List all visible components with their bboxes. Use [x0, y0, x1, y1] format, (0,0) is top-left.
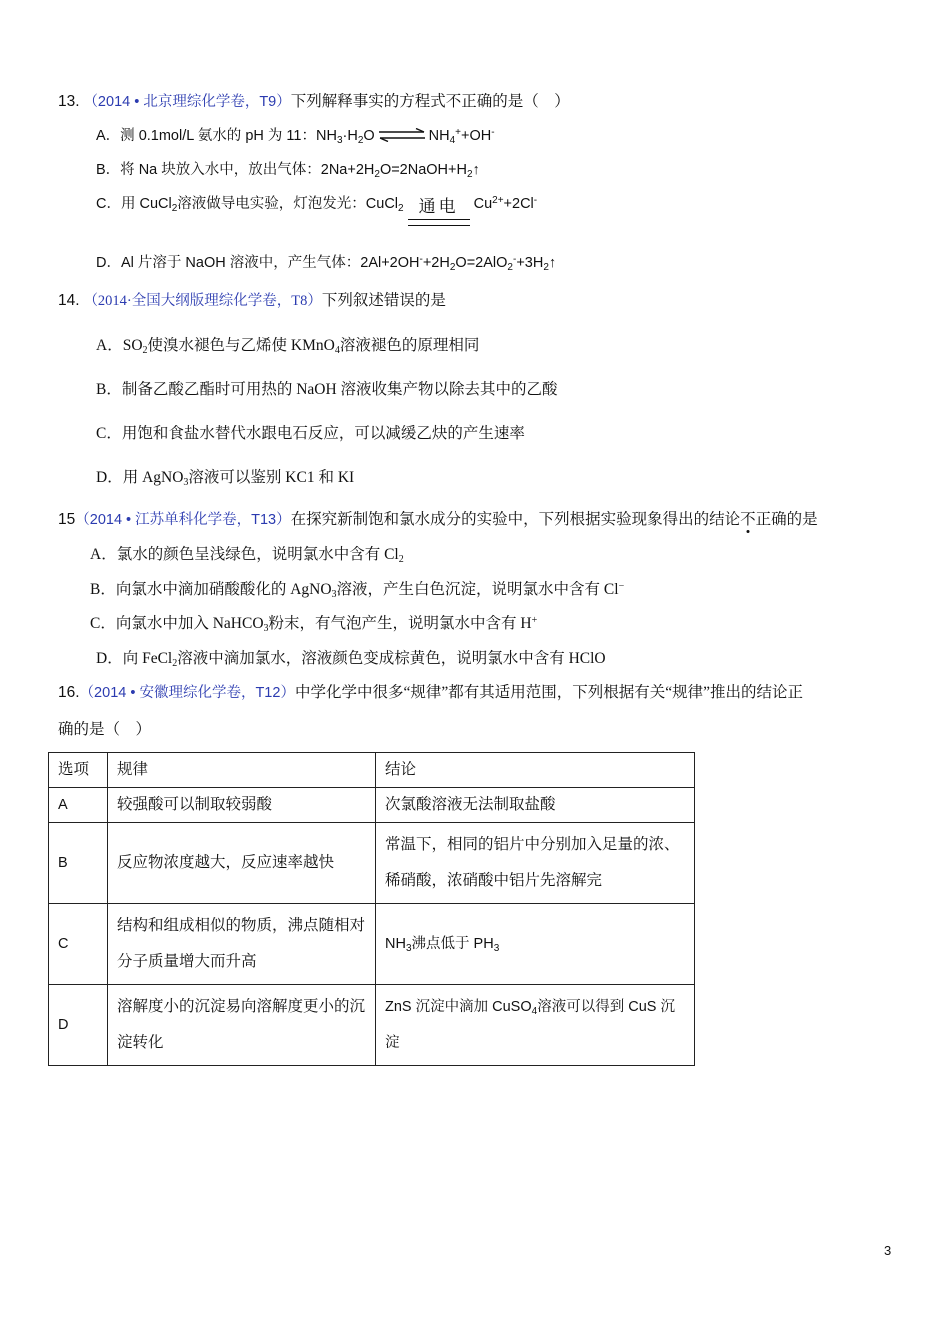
question-text: 在探究新制饱和氯水成分的实验中，下列根据实验现象得出的结论	[290, 511, 741, 528]
option-13b: B．将 Na 块放入水中，放出气体：$2Na+2H_2O=2NaOH+H_2↑$	[96, 162, 480, 180]
row-rule: 溶解度小的沉淀易向溶解度更小的沉淀转化	[108, 985, 376, 1066]
electrolysis-condition	[408, 197, 470, 217]
question-text: 正确的是	[755, 511, 818, 528]
table-row	[49, 904, 695, 985]
conclusion-text: NH	[385, 936, 406, 952]
table-row	[49, 823, 695, 904]
option-text: B．向氯水中滴加硝酸酸化的 AgNO	[90, 581, 332, 598]
question-14-stem	[58, 291, 446, 311]
option-14b: B．制备乙酸乙酯时可用热的 NaOH 溶液收集产物以除去其中的乙酸	[96, 381, 558, 398]
option-13a: A．测 0.1mol/L 氨水的 pH 为 11：$NH_3\cdot H_2O$ $NH_4^++OH^-$	[96, 127, 495, 146]
question-number: 16.	[58, 684, 80, 701]
option-13c: C．用 CuCl$_2$溶液做导电实验，灯泡发光：CuCl$_2$ 通电 $Cu^{2+}+2Cl^-$	[96, 194, 537, 217]
option-14d: D．用 AgNO$_3$溶液可以鉴别 KC1 和 KI	[96, 469, 355, 488]
question-source: （2014 • 安徽理综化学卷，T12）	[79, 685, 295, 701]
header-rule: 规律	[108, 753, 376, 788]
question-number: 15	[58, 511, 76, 528]
option-text: D．用 AgNO	[96, 469, 184, 486]
option-text: A．测 0.1mol/L 氨水的 pH 为 11：	[96, 128, 316, 144]
option-text: C．向氯水中加入 NaHCO	[90, 615, 264, 632]
option-text: 溶液中滴加氯水，溶液颜色变成棕黄色，说明氯水中含有 HClO	[177, 650, 606, 667]
option-text: A．氯水的颜色呈浅绿色，说明氯水中含有 Cl	[90, 546, 399, 563]
option-14c: C．用饱和食盐水替代水跟电石反应，可以减缓乙炔的产生速率	[96, 425, 525, 442]
row-option: B	[49, 823, 108, 904]
conclusion-text: 沸点低于 PH	[411, 936, 494, 952]
page-number: 3	[884, 1243, 892, 1258]
question-text: 中学化学中很多“规律”都有其适用范围，下列根据有关“规律”推出的结论正	[294, 684, 803, 701]
question-source: （2014 • 北京理综化学卷，T9）	[83, 94, 291, 110]
conclusion-text: ZnS 沉淀中滴加 CuSO	[385, 999, 532, 1015]
row-rule: 结构和组成相似的物质，沸点随相对分子质量增大而升高	[108, 904, 376, 985]
option-text: B．将 Na 块放入水中，放出气体：	[96, 162, 321, 178]
option-15d: D．向 FeCl$_2$溶液中滴加氯水，溶液颜色变成棕黄色，说明氯水中含有 HClO	[96, 650, 606, 669]
condition-label: 通电	[418, 197, 459, 216]
option-14a: A．$SO_2$使溴水褪色与乙烯使 KMnO$_4$溶液褪色的原理相同	[96, 337, 480, 356]
row-conclusion: 常温下，相同的铝片中分别加入足量的浓、稀硝酸，浓硝酸中铝片先溶解完	[376, 823, 695, 904]
question-source: （2014·全国大纲版理综化学卷，T8）	[83, 293, 322, 309]
option-text: 溶液可以鉴别 KC1 和 KI	[188, 469, 355, 486]
row-conclusion: 次氯酸溶液无法制取盐酸	[376, 788, 695, 823]
row-option: A	[49, 788, 108, 823]
header-option: 选项	[49, 753, 108, 788]
equilibrium-arrow-icon	[378, 128, 426, 142]
option-15b: B．向氯水中滴加硝酸酸化的 AgNO$_3$溶液，产生白色沉淀，说明氯水中含有 Cl−	[90, 581, 625, 600]
row-conclusion: ZnS 沉淀中滴加 CuSO$_4$溶液可以得到 CuS 沉淀	[376, 985, 695, 1066]
option-text: 溶液，产生白色沉淀，说明氯水中含有 Cl	[336, 581, 619, 598]
question-source: （2014 • 江苏单科化学卷，T13）	[75, 512, 291, 528]
question-16-stem	[58, 683, 803, 703]
question-text: 下列叙述错误的是	[321, 292, 446, 309]
question-number: 13.	[58, 93, 80, 110]
row-option: C	[49, 904, 108, 985]
option-text: 溶液做导电实验，灯泡发光：	[177, 196, 366, 212]
rules-table	[48, 752, 695, 1066]
option-15c: C．向氯水中加入 NaHCO$_3$粉末，有气泡产生，说明氯水中含有 H+	[90, 615, 538, 634]
conclusion-text: 溶液可以得到 CuS 沉淀	[385, 999, 675, 1051]
table-row	[49, 985, 695, 1066]
option-text: D．Al 片溶于 NaOH 溶液中，产生气体：	[96, 255, 361, 271]
question-15-stem	[58, 510, 818, 530]
option-text: 溶液褪色的原理相同	[339, 337, 480, 354]
table-row	[49, 788, 695, 823]
option-text: D．向 FeCl	[96, 650, 173, 667]
option-text: 使溴水褪色与乙烯使 KMnO	[147, 337, 335, 354]
option-text: 粉末，有气泡产生，说明氯水中含有 H	[268, 615, 532, 632]
header-conclusion: 结论	[376, 753, 695, 788]
row-rule: 反应物浓度越大，反应速率越快	[108, 823, 376, 904]
option-text: C．用 CuCl	[96, 196, 172, 212]
question-13-stem	[58, 92, 570, 112]
emphasized-word: 不	[740, 511, 756, 528]
table-header-row	[49, 753, 695, 788]
row-option: D	[49, 985, 108, 1066]
option-13d: D．Al 片溶于 NaOH 溶液中，产生气体：$2Al+2OH^-+2H_2O=2AlO_2^-+3H_2↑$	[96, 254, 557, 273]
row-rule: 较强酸可以制取较弱酸	[108, 788, 376, 823]
option-15a: A．氯水的颜色呈浅绿色，说明氯水中含有 $Cl_2$	[90, 546, 404, 565]
question-number: 14.	[58, 292, 80, 309]
question-16-stem-continued: 确的是（ ）	[58, 721, 152, 738]
question-text: 下列解释事实的方程式不正确的是（ ）	[290, 93, 570, 110]
row-conclusion: $NH_3$沸点低于 $PH_3$	[376, 904, 695, 985]
